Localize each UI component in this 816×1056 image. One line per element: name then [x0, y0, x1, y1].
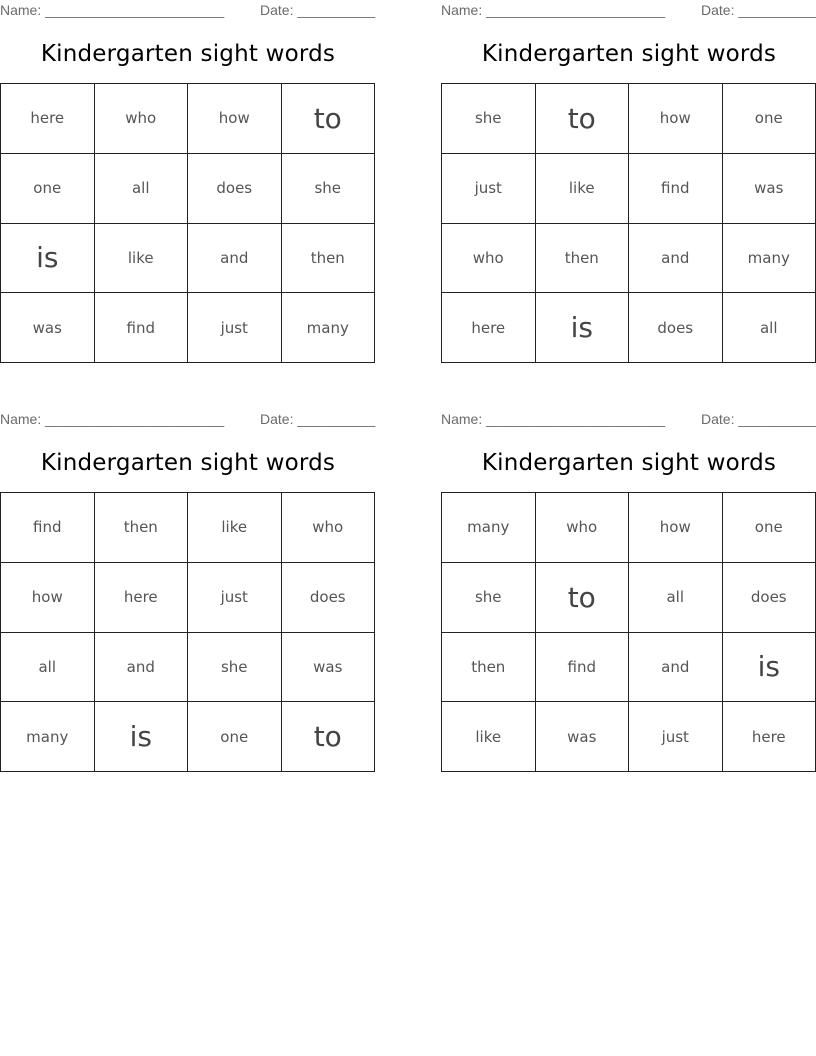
- grid-cell: like: [536, 154, 630, 224]
- grid-cell: was: [282, 633, 376, 703]
- card-title: Kindergarten sight words: [481, 41, 777, 67]
- grid-cell: does: [723, 563, 816, 633]
- grid-cell: find: [629, 154, 723, 224]
- grid-cell: one: [188, 702, 282, 772]
- grid-cell: one: [723, 84, 816, 154]
- date-field-label: Date: __________: [701, 411, 816, 427]
- grid-cell: and: [188, 224, 282, 294]
- grid-cell: was: [723, 154, 816, 224]
- word-grid: [0, 83, 375, 363]
- grid-cell: is: [723, 633, 816, 703]
- grid-cell: then: [282, 224, 376, 294]
- date-field-label: Date: __________: [260, 411, 376, 427]
- grid-cell: just: [188, 563, 282, 633]
- grid-cell: to: [536, 563, 630, 633]
- name-field-label: Name: _______________________: [0, 411, 225, 427]
- header-line: [0, 411, 376, 429]
- grid-cell: who: [536, 493, 630, 563]
- bingo-card: [441, 409, 816, 781]
- grid-cell: is: [1, 224, 95, 294]
- grid-cell: one: [1, 154, 95, 224]
- grid-cell: is: [95, 702, 189, 772]
- grid-cell: who: [282, 493, 376, 563]
- grid-cell: and: [629, 633, 723, 703]
- grid-cell: all: [629, 563, 723, 633]
- grid-cell: here: [95, 563, 189, 633]
- header-line: [0, 2, 376, 20]
- grid-cell: to: [282, 84, 376, 154]
- grid-cell: does: [629, 293, 723, 363]
- grid-cell: find: [95, 293, 189, 363]
- grid-cell: just: [442, 154, 536, 224]
- date-field-label: Date: __________: [701, 2, 816, 18]
- grid-cell: does: [282, 563, 376, 633]
- grid-cell: all: [95, 154, 189, 224]
- grid-cell: then: [95, 493, 189, 563]
- grid-cell: just: [188, 293, 282, 363]
- grid-cell: she: [442, 563, 536, 633]
- grid-cell: all: [723, 293, 816, 363]
- header-line: [441, 411, 816, 429]
- grid-cell: was: [536, 702, 630, 772]
- grid-cell: many: [1, 702, 95, 772]
- grid-cell: find: [1, 493, 95, 563]
- grid-cell: one: [723, 493, 816, 563]
- name-field-label: Name: _______________________: [441, 2, 666, 18]
- grid-cell: like: [95, 224, 189, 294]
- grid-cell: to: [536, 84, 630, 154]
- bingo-card: [0, 0, 376, 372]
- grid-cell: who: [95, 84, 189, 154]
- grid-cell: just: [629, 702, 723, 772]
- grid-cell: many: [723, 224, 816, 294]
- grid-cell: many: [442, 493, 536, 563]
- grid-cell: then: [442, 633, 536, 703]
- grid-cell: here: [1, 84, 95, 154]
- word-grid: [441, 83, 816, 363]
- bingo-card: [441, 0, 816, 372]
- grid-cell: then: [536, 224, 630, 294]
- card-title: Kindergarten sight words: [40, 450, 336, 476]
- word-grid: [0, 492, 375, 772]
- grid-cell: find: [536, 633, 630, 703]
- grid-cell: how: [1, 563, 95, 633]
- grid-cell: is: [536, 293, 630, 363]
- grid-cell: she: [188, 633, 282, 703]
- grid-cell: does: [188, 154, 282, 224]
- grid-cell: how: [629, 493, 723, 563]
- grid-cell: here: [442, 293, 536, 363]
- grid-cell: and: [95, 633, 189, 703]
- word-grid: [441, 492, 816, 772]
- grid-cell: she: [282, 154, 376, 224]
- grid-cell: and: [629, 224, 723, 294]
- grid-cell: to: [282, 702, 376, 772]
- date-field-label: Date: __________: [260, 2, 376, 18]
- grid-cell: like: [442, 702, 536, 772]
- grid-cell: many: [282, 293, 376, 363]
- grid-cell: how: [188, 84, 282, 154]
- name-field-label: Name: _______________________: [0, 2, 225, 18]
- grid-cell: how: [629, 84, 723, 154]
- grid-cell: was: [1, 293, 95, 363]
- name-field-label: Name: _______________________: [441, 411, 666, 427]
- header-line: [441, 2, 816, 20]
- grid-cell: here: [723, 702, 816, 772]
- grid-cell: like: [188, 493, 282, 563]
- grid-cell: she: [442, 84, 536, 154]
- grid-cell: who: [442, 224, 536, 294]
- card-title: Kindergarten sight words: [40, 41, 336, 67]
- card-title: Kindergarten sight words: [481, 450, 777, 476]
- grid-cell: all: [1, 633, 95, 703]
- bingo-card: [0, 409, 376, 781]
